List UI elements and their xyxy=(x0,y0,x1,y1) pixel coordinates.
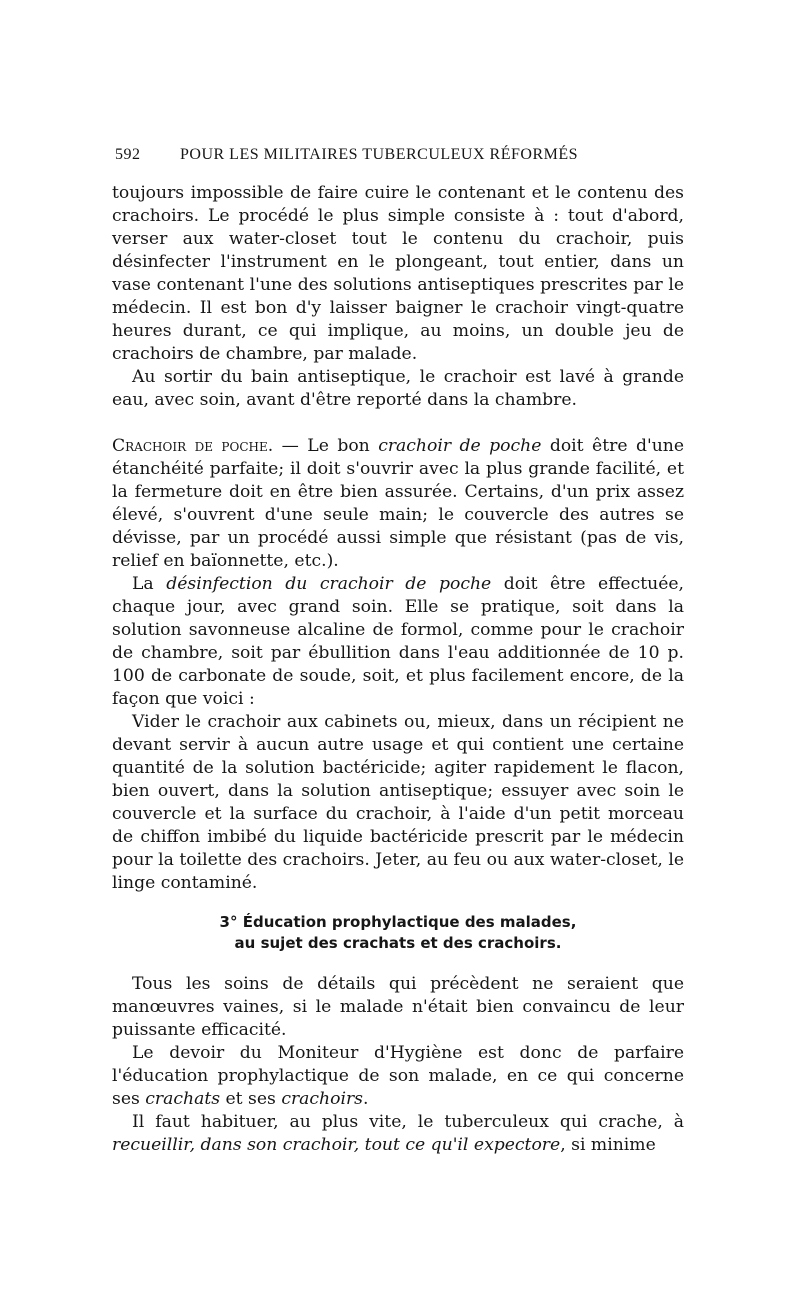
running-title: POUR LES MILITAIRES TUBERCULEUX RÉFORMÉS xyxy=(180,146,579,163)
page-number: 592 xyxy=(115,146,141,163)
paragraph-8-italic: recueillir, dans son crachoir, tout ce qu'il expectore xyxy=(112,1135,561,1155)
section-heading-line-1: 3° Éducation prophylactique des malades, xyxy=(219,913,577,931)
paragraph-7-text-2: et ses xyxy=(220,1089,282,1109)
subsection-lead: Crachoir de poche. xyxy=(112,436,274,456)
paragraph-7-italic-2: crachoirs xyxy=(281,1089,363,1109)
paragraph-2: Au sortir du bain antiseptique, le crachoir est lavé à grande eau, avec soin, avant d'être reporté dans la chambre. xyxy=(112,367,684,410)
section-heading xyxy=(112,912,684,954)
text-block-bottom xyxy=(112,973,684,1157)
paragraph-7-italic-1: crachats xyxy=(145,1089,221,1109)
section-heading-line-2: au sujet des crachats et des crachoirs. xyxy=(234,934,562,952)
paragraph-7-text-3: . xyxy=(363,1089,369,1109)
paragraph-7 xyxy=(112,1042,684,1111)
text-block-middle xyxy=(112,435,684,895)
paragraph-5: Vider le crachoir aux cabinets ou, mieux, dans un récipient ne devant servir à aucun autre usage et qui contient une certaine quantité de la solution bactéricide; agiter rapidement le flacon, bien ouvert, dans la solution antiseptique; essuyer avec soin le couvercle et la surface du crachoir, à l'aide d'un petit morceau de chiffon imbibé du liquide bactéricide prescrit par le médecin pour la toilette des crachoirs. Jeter, au feu ou aux water-closet, le linge contaminé. xyxy=(112,712,684,893)
paragraph-3-text-1: — Le bon xyxy=(273,436,379,456)
paragraph-8 xyxy=(112,1111,684,1157)
running-header xyxy=(115,146,683,172)
text-block-top xyxy=(112,182,684,412)
paragraph-3-text-2: doit être d'une étanchéité parfaite; il doit s'ouvrir avec la plus grande facilité, et la fermeture doit en être bien assurée. Certains, d'un prix assez élevé, s'ouvrent d'une seule main; le couvercle des autres se dévisse, par un procédé aussi simple que résistant (pas de vis, relief en baïonnette, etc.). xyxy=(112,436,685,571)
paragraph-7-text-1: Le devoir du Moniteur d'Hygiène est donc de parfaire l'éducation prophylactique de son malade, en ce qui concerne ses xyxy=(112,1043,684,1109)
paragraph-8-text-1: Il faut habituer, au plus vite, le tuberculeux qui crache, à xyxy=(132,1112,684,1132)
paragraph-4-text-1: La xyxy=(132,574,167,594)
paragraph-4-text-2: doit être effectuée, chaque jour, avec grand soin. Elle se pratique, soit dans la solution savonneuse alcaline de formol, comme pour le crachoir de chambre, soit par ébullition dans l'eau additionnée de 10 p. 100 de carbonate de soude, soit, et plus facilement encore, de la façon que voici : xyxy=(112,574,684,709)
paragraph-4-italic: désinfection du crachoir de poche xyxy=(166,574,492,594)
paragraph-8-text-2: , si minime xyxy=(560,1135,656,1155)
paragraph-6: Tous les soins de détails qui précèdent ne seraient que manœuvres vaines, si le malade n'était bien convaincu de leur puissante efficacité. xyxy=(112,974,684,1040)
paragraph-1: toujours impossible de faire cuire le contenant et le contenu des crachoirs. Le procédé le plus simple consiste à : tout d'abord, verser aux water-closet tout le contenu du crachoir, puis désinfecter l'instrument en le plongeant, tout entier, dans un vase contenant l'une des solutions antiseptiques prescrites par le médecin. Il est bon d'y laisser baigner le crachoir vingt-quatre heures durant, ce qui implique, au moins, un double jeu de crachoirs de chambre, par malade. xyxy=(112,183,684,364)
paragraph-3 xyxy=(112,435,684,573)
paragraph-3-italic: crachoir de poche xyxy=(378,436,542,456)
paragraph-4 xyxy=(112,573,684,711)
